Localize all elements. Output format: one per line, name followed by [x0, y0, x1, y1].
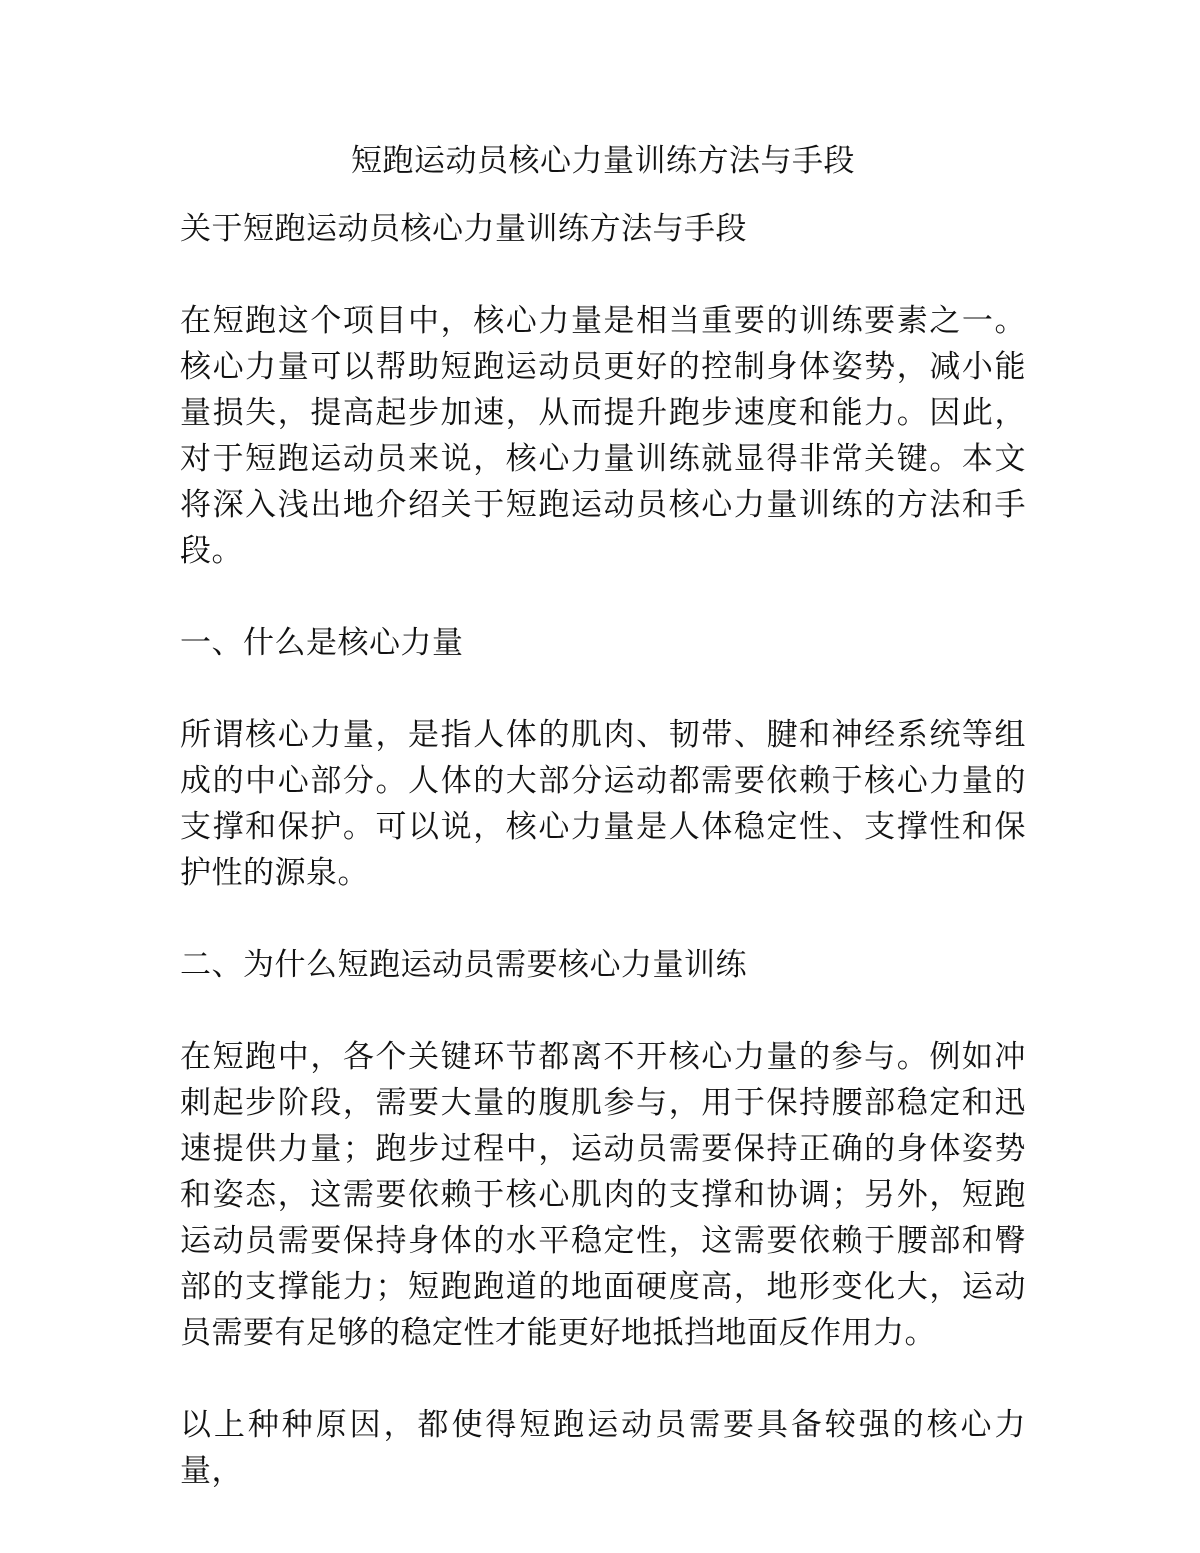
document-title: 短跑运动员核心力量训练方法与手段	[351, 143, 855, 179]
section-2-conclusion: 以上种种原因，都使得短跑运动员需要具备较强的核心力量，	[180, 1407, 1026, 1489]
document-subtitle: 关于短跑运动员核心力量训练方法与手段	[180, 211, 747, 247]
section-1-heading: 一、什么是核心力量	[180, 625, 464, 661]
section-2-heading: 二、为什么短跑运动员需要核心力量训练	[180, 947, 747, 983]
document-page	[180, 138, 1026, 1540]
section-2-paragraph: 在短跑中，各个关键环节都离不开核心力量的参与。例如冲刺起步阶段，需要大量的腹肌参与，用于保持腰部稳定和迅速提供力量；跑步过程中，运动员需要保持正确的身体姿势和姿态，这需要依赖于核心肌肉的支撑和协调；另外，短跑运动员需要保持身体的水平稳定性，这需要依赖于腰部和臀部的支撑能力；短跑跑道的地面硬度高，地形变化大，运动员需要有足够的稳定性才能更好地抵挡地面反作用力。	[180, 1039, 1026, 1351]
section-1-paragraph: 所谓核心力量，是指人体的肌肉、韧带、腱和神经系统等组成的中心部分。人体的大部分运动都需要依赖于核心力量的支撑和保护。可以说，核心力量是人体稳定性、支撑性和保护性的源泉。	[180, 717, 1026, 891]
intro-paragraph: 在短跑这个项目中，核心力量是相当重要的训练要素之一。核心力量可以帮助短跑运动员更好的控制身体姿势，减小能量损失，提高起步加速，从而提升跑步速度和能力。因此，对于短跑运动员来说，核心力量训练就显得非常关键。本文将深入浅出地介绍关于短跑运动员核心力量训练的方法和手段。	[180, 303, 1026, 569]
